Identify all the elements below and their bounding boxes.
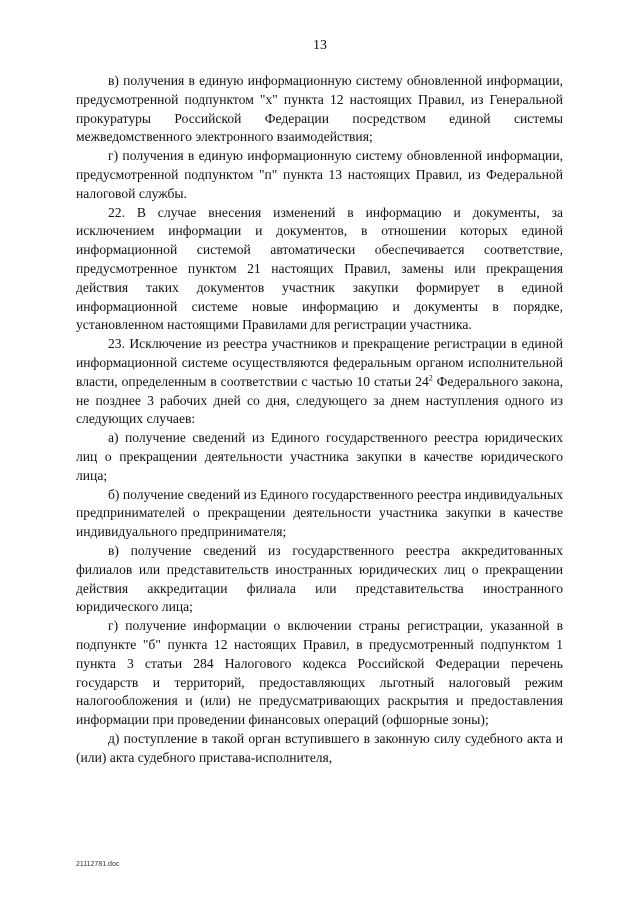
paragraph-23-d: д) поступление в такой орган вступившего в законную силу судебного акта и (или) акта судебного пристава-исполнителя, [76, 730, 563, 765]
paragraph-v-fn-update: в) получения в единую информационную систему обновленной информации, предусмотренной подпунктом "х" пункта 12 настоящих Правил, из Генеральной прокуратуры Российской Федерации посредством единой системы межведомственного электронного взаимодействия; [76, 73, 563, 145]
paragraph-23-g: г) получение информации о включении страны регистрации, указанной в подпункте "б" пункта 12 настоящих Правил, в предусмотренный подпунктом 1 пункта 3 статьи 284 Налогового кодекса Российской Федерации перечень государств и территорий, предоставляющих льготный налоговый режим налогообложения и (или) не предусматривающих раскрытия и предоставления информации при проведении финансовых операций (офшорные зоны); [76, 618, 563, 728]
paragraph-22: 22. В случае внесения изменений в информацию и документы, за исключением информации и документов, в отношении которых единой информационной системой автоматически обеспечивается соответствие, предусмотренное пунктом 21 настоящих Правил, замены или прекращения действия таких документов участник закупки формирует в единой информационной системе новые информацию и документы в порядке, установленном настоящими Правилами для регистрации участника. [76, 204, 563, 333]
document-filename: 21112781.doc [76, 861, 120, 868]
paragraph-23-start: 23. Исключение из реестра участников и прекращение регистрации в единой информационной системе осуществляются федеральным органом исполнительной власти, определенным в соответствии с частью 10 статьи 24 [76, 336, 563, 389]
article-superscript: 2 [428, 373, 433, 383]
paragraph-g-fns-update: г) получения в единую информационную систему обновленной информации, предусмотренной подпунктом "п" пункта 13 настоящих Правил, из Федеральной налоговой службы. [76, 148, 563, 201]
paragraph-23-v: в) получение сведений из государственного реестра аккредитованных филиалов или представительств иностранных юридических лиц о прекращении действия аккредитации филиала или представительства иностранного юридического лица; [76, 542, 563, 615]
page-number: 13 [313, 38, 327, 53]
document-body [76, 72, 563, 767]
paragraph-23 [76, 335, 563, 429]
paragraph-23-end: Федерального закона, не позднее 3 рабочих дней со дня, следующего за днем наступления одного из следующих случаев: [76, 373, 563, 427]
paragraph-23-a: а) получение сведений из Единого государственного реестра юридических лиц о прекращении деятельности участника закупки в качестве юридического лица; [76, 430, 563, 483]
paragraph-23-b: б) получение сведений из Единого государственного реестра индивидуальных предпринимателей о прекращении деятельности участника закупки в качестве индивидуального предпринимателя; [76, 486, 563, 540]
